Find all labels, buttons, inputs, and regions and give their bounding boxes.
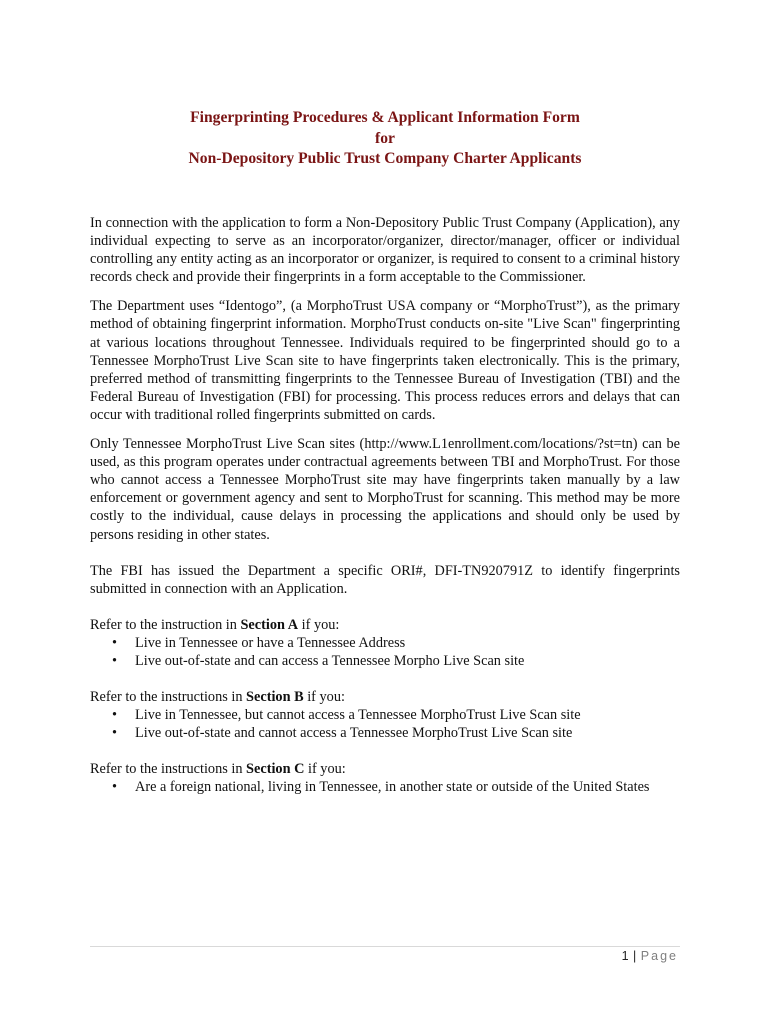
list-item: • Are a foreign national, living in Tennessee, in another state or outside of the United States <box>112 779 650 796</box>
title-line-1: Fingerprinting Procedures & Applicant Information Form <box>190 109 580 126</box>
page-number: 1 <box>621 949 630 963</box>
page-label: Page <box>640 949 678 963</box>
list-item: • Live in Tennessee, but cannot access a Tennessee MorphoTrust Live Scan site <box>112 707 581 724</box>
section-c-label: Section C <box>246 761 305 778</box>
bullet-icon: • <box>112 652 118 669</box>
section-a-label: Section A <box>240 616 299 633</box>
document-body <box>90 214 680 815</box>
list-item: • Live in Tennessee or have a Tennessee Address <box>112 634 406 651</box>
footer-separator: | <box>633 949 637 963</box>
list-item: • Live out-of-state and can access a Tennessee Morpho Live Scan site <box>112 652 525 669</box>
page-footer <box>622 949 678 963</box>
paragraph-live-scan-sites: Only Tennessee MorphoTrust Live Scan sites (http://www.L1enrollment.com/locations/?st=tn) can be used, as this program operates under contractual agreements between TBI and MorphoTrust. For those who cannot access a Tennessee MorphoTrust site may have fingerprints taken manually by a law enforcement or government agency and sent to MorphoTrust for scanning. This method may be more costly to the individual, cause delays in processing the applications and should only be used by persons residing in other states. <box>90 436 680 543</box>
section-c-list <box>90 778 680 796</box>
section-c-intro: Refer to the instructions in Section C if you: <box>90 761 346 778</box>
section-b-intro: Refer to the instructions in Section B if you: <box>90 689 345 706</box>
paragraph-ori-number: The FBI has issued the Department a specific ORI#, DFI-TN920791Z to identify fingerprints submitted in connection with an Application. <box>90 562 680 597</box>
paragraph-intro: In connection with the application to form a Non-Depository Public Trust Company (Application), any individual expecting to serve as an incorporator/organizer, director/manager, officer or individual controlling any entity acting as an incorporator or organizer, is required to consent to a criminal history records check and provide their fingerprints in a form acceptable to the Commissioner. <box>90 215 680 286</box>
section-a-block <box>90 616 680 670</box>
section-c-block <box>90 760 680 796</box>
footer-divider <box>90 946 680 947</box>
list-item: • Live out-of-state and cannot access a Tennessee MorphoTrust Live Scan site <box>112 725 573 742</box>
bullet-icon: • <box>112 779 118 796</box>
title-line-3: Non-Depository Public Trust Company Charter Applicants <box>188 150 582 167</box>
bullet-icon: • <box>112 725 118 742</box>
section-a-list <box>90 634 680 670</box>
section-a-intro: Refer to the instruction in Section A if you: <box>90 616 340 633</box>
section-b-list <box>90 706 680 742</box>
section-b-block <box>90 688 680 742</box>
paragraph-identogo: The Department uses “Identogo”, (a MorphoTrust USA company or “MorphoTrust”), as the primary method of obtaining fingerprint information. MorphoTrust conducts on-site "Live Scan" fingerprinting at various locations throughout Tennessee. Individuals required to be fingerprinted should go to a Tennessee MorphoTrust Live Scan site to have fingerprints taken electronically. This is the primary, preferred method of transmitting fingerprints to the Tennessee Bureau of Investigation (TBI) and the Federal Bureau of Investigation (FBI) for processing. This process reduces errors and delays that can occur with traditional rolled fingerprints submitted on cards. <box>90 298 680 423</box>
title-line-2: for <box>375 129 395 147</box>
page-title <box>90 108 680 170</box>
bullet-icon: • <box>112 634 118 651</box>
bullet-icon: • <box>112 707 118 724</box>
section-b-label: Section B <box>246 689 304 706</box>
